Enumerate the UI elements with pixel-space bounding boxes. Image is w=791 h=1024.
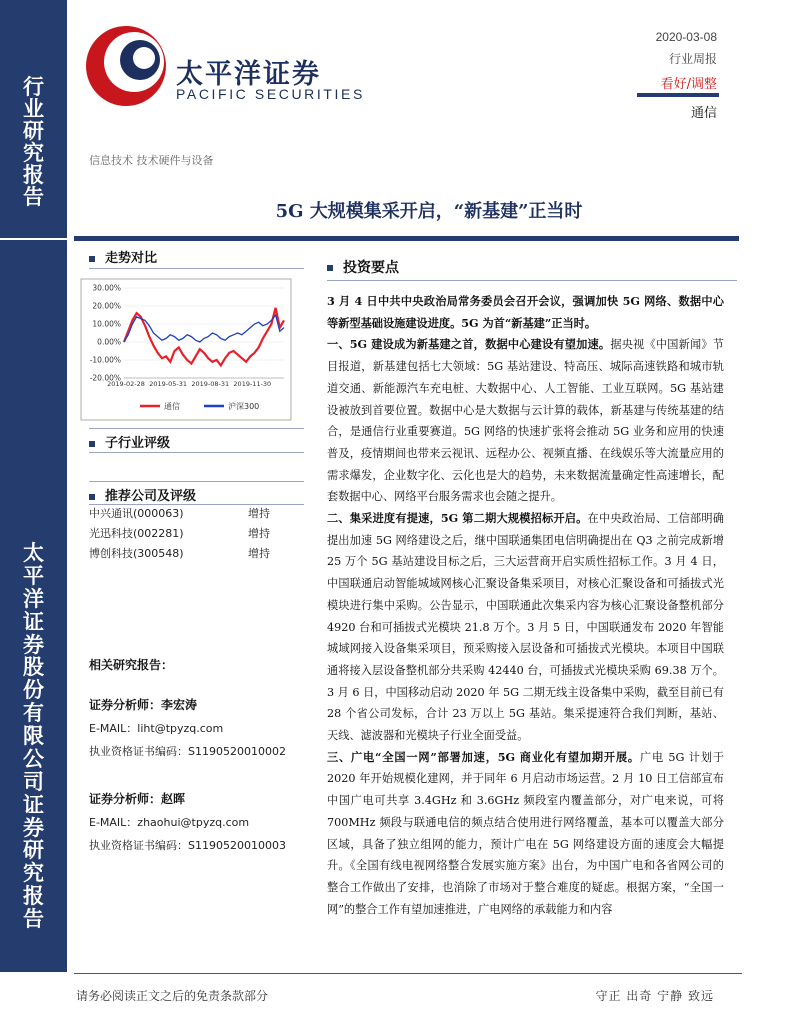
y-tick-label: 0.00%: [97, 337, 121, 347]
legend-label: 通信: [164, 402, 180, 411]
pick-rating: 增持: [248, 507, 270, 520]
x-tick-label: 2019-02-28: [107, 380, 145, 388]
divider: [89, 452, 304, 453]
y-tick-label: -20.00%: [89, 373, 121, 383]
sidebar-char: 洋: [23, 585, 44, 611]
sidebar-report-type-label: [0, 76, 67, 208]
related-reports-heading: 相关研究报告：: [89, 658, 174, 672]
industry-rating: 看好/调整: [660, 77, 717, 92]
sidebar-char: 告: [23, 184, 44, 210]
analyst-cert: 执业资格证书编码：S1190520010003: [89, 839, 286, 852]
sidebar-char: 证: [23, 791, 44, 817]
pick-company: 光迅科技(002281): [89, 527, 184, 540]
paragraph-lead: 二、集采进度有提速，5G 第二期大规模招标开启。: [327, 511, 588, 526]
paragraph-lead: 三、广电“全国一网”部署加速，5G 商业化有望加期开展。: [327, 749, 640, 764]
sidebar-char: 平: [23, 562, 44, 588]
company-motto: 守正 出奇 宁静 致远: [595, 989, 714, 1003]
disclaimer-note: 请务必阅读正文之后的免责条款部分: [76, 989, 269, 1003]
sidebar-char: 业: [23, 96, 44, 122]
footer-divider: [74, 973, 742, 974]
square-bullet-icon: [89, 256, 95, 262]
x-tick-label: 2019-05-31: [149, 380, 187, 388]
sidebar-char: 证: [23, 608, 44, 634]
pick-rating: 增持: [248, 547, 270, 560]
logo-english-name: PACIFIC SECURITIES: [176, 86, 365, 102]
paragraph-text: 广电 5G 计划于 2020 年开始规模化建网，并于同年 6 月启动市场运营。2 月 10 日工信部宣布中国广电可共享 3.4GHz 和 3.6GHz 频段室内覆盖部分，对广电来说，可将 700MHz 频段与联通电信的频点结合使用进行网络覆盖，基本可以覆盖大部分区域，具备了独立组网的能力，预计广电在 5G 网络建设方面的速度会大幅提升。《全国有线电视网络整合发展实施方案》出台，为中国广电和各省网公司的整合工作做出了安排，也消除了市场对于整合难度的疑虑。根据方案，“全国一网”的整合工作有望加速推进，广电网络的承载能力和内容: [327, 750, 725, 916]
x-tick-label: 2019-08-31: [191, 380, 230, 388]
analyst-name: 证券分析师：李宏涛: [89, 698, 198, 712]
report-type: 行业周报: [668, 52, 717, 66]
investment-heading: [327, 257, 399, 277]
sidebar-char: 券: [23, 631, 44, 657]
sidebar-char: 券: [23, 814, 44, 840]
report-sector: 通信: [690, 106, 717, 121]
square-bullet-icon: [89, 441, 95, 447]
sidebar-char: 究: [23, 140, 44, 166]
logo-chinese-name: 太平洋证券: [176, 59, 321, 90]
sidebar-char: 行: [23, 74, 44, 99]
analyst-email: E-MAIL：liht@tpyzq.com: [89, 722, 224, 735]
analyst-email: E-MAIL：zhaohui@tpyzq.com: [89, 816, 250, 829]
paragraph-text: 据央视《中国新闻》节目报道，新基建包括七大领域：5G 基站建设、特高压、城际高速铁路和城市轨道交通、新能源汽车充电桩、大数据中心、人工智能、工业互联网。5G 基站建设被放到首要位置。数据中心是大数据与云计算的载体，新基建与传统基建的结合，是通信行业重要赛道。5G 网络的快速扩张将会推动 5G 业务和应用的快速普及，疫情期间也带来云视讯、远程办公、视频直播、在线娱乐等大流量应用的需求爆发，企业数字化、云化也是大的趋势，未来数据流量确定性高速增长，配套数据中心、网络平台服务需求也会随之提升。: [327, 338, 724, 504]
trend-heading: [89, 247, 157, 266]
analyst-name: 证券分析师：赵晖: [89, 792, 186, 806]
paragraph-lead: 一、5G 建设成为新基建之首，数据中心建设有望加速。: [327, 337, 611, 352]
sidebar-char: 告: [23, 906, 44, 931]
divider: [89, 268, 304, 269]
divider: [327, 280, 737, 281]
y-tick-label: 10.00%: [92, 319, 121, 329]
pick-company: 中兴通讯(000063): [89, 507, 184, 520]
sidebar-bottom-band: [0, 238, 67, 972]
sidebar-char: 究: [23, 860, 44, 886]
title-divider: [74, 236, 739, 241]
sidebar-char: 太: [23, 540, 44, 565]
paragraph-text: 在中央政治局、工信部明确提出加速 5G 网络建设之后，继中国联通集团电信明确提出在 Q3 之前完成新增 25 万个 5G 基站建设目标之后，三大运营商开启实质性招标工作。3 月 4 日，中国联通启动智能城域网核心汇聚设备集采项目，对核心汇聚设备和可插拔式光模块进行集中采购。公告显示，中国联通此次集采内容为核心汇聚设备整机部分 4920 台和可插拔式光模块 21.8 万个。3 月 5 日，中国联通发布 2020 年智能城域网接入设备集采项目，预采购接入层设备和可插拔式光模块。本项目中国联通将接入层设备整机部分共采购 42440 台，可插拔式光模块采购 69.38 万个。3 月 6 日，中国移动启动 2020 年 5G 二期无线主设备集中采购，截至目前已有 28 个省公司发标，合计 23 万以上 5G 基站。集采提速符合我们判断，基站、天线、滤波器和光模块子行业全面受益。: [327, 512, 724, 743]
paragraph-lead: 3 月 4 日中共中央政治局常务委员会召开会议，强调加快 5G 网络、数据中心等新型基础设施建设进度。5G 为首“新基建”正当时。: [327, 294, 724, 330]
investment-heading-text: 投资要点: [343, 260, 399, 276]
sidebar-char: 限: [23, 723, 44, 748]
paragraph: [327, 291, 724, 334]
sidebar-top-band: [0, 0, 67, 238]
sidebar: [0, 0, 67, 1024]
y-tick-label: 30.00%: [92, 283, 121, 293]
square-bullet-icon: [89, 494, 95, 500]
sub-rating-heading-text: 子行业评级: [105, 436, 171, 451]
pick-rating: 增持: [248, 527, 270, 540]
investment-body: [327, 291, 724, 920]
square-bullet-icon: [327, 265, 333, 271]
breadcrumb: 信息技术 技术硬件与设备: [89, 154, 214, 167]
page-title: 5G 大规模集采开启，“新基建”正当时: [275, 201, 583, 222]
sidebar-char: 司: [23, 768, 44, 794]
series-line: [124, 308, 284, 366]
sidebar-company-label: [0, 542, 67, 931]
trend-chart: [80, 278, 292, 421]
sidebar-char: 研: [23, 837, 44, 863]
divider: [89, 481, 304, 482]
sidebar-char: 份: [23, 677, 44, 703]
analyst-cert: 执业资格证书编码：S1190520010002: [89, 745, 286, 758]
divider: [89, 428, 304, 429]
picks-heading: [89, 485, 196, 504]
paragraph: [327, 508, 724, 747]
picks-heading-text: 推荐公司及评级: [105, 489, 197, 504]
sub-rating-heading: [89, 432, 170, 451]
paragraph: [327, 747, 724, 921]
sidebar-char: 有: [23, 700, 44, 726]
sidebar-char: 公: [23, 745, 44, 771]
series-line: [124, 315, 284, 342]
sidebar-char: 研: [23, 118, 44, 144]
x-tick-label: 2019-11-30: [233, 380, 272, 388]
paragraph: [327, 334, 724, 508]
chart-frame: [81, 279, 291, 420]
pick-company: 博创科技(300548): [89, 547, 184, 560]
report-date: 2020-03-08: [655, 30, 717, 44]
report-meta: [656, 30, 717, 92]
trend-heading-text: 走势对比: [105, 251, 158, 266]
sidebar-char: 报: [23, 883, 44, 909]
y-tick-label: 20.00%: [92, 301, 121, 311]
sidebar-char: 报: [23, 162, 44, 188]
rating-divider: [637, 93, 719, 97]
y-tick-label: -10.00%: [89, 355, 121, 365]
sidebar-char: 股: [23, 654, 44, 680]
legend-label: 沪深300: [228, 402, 260, 411]
